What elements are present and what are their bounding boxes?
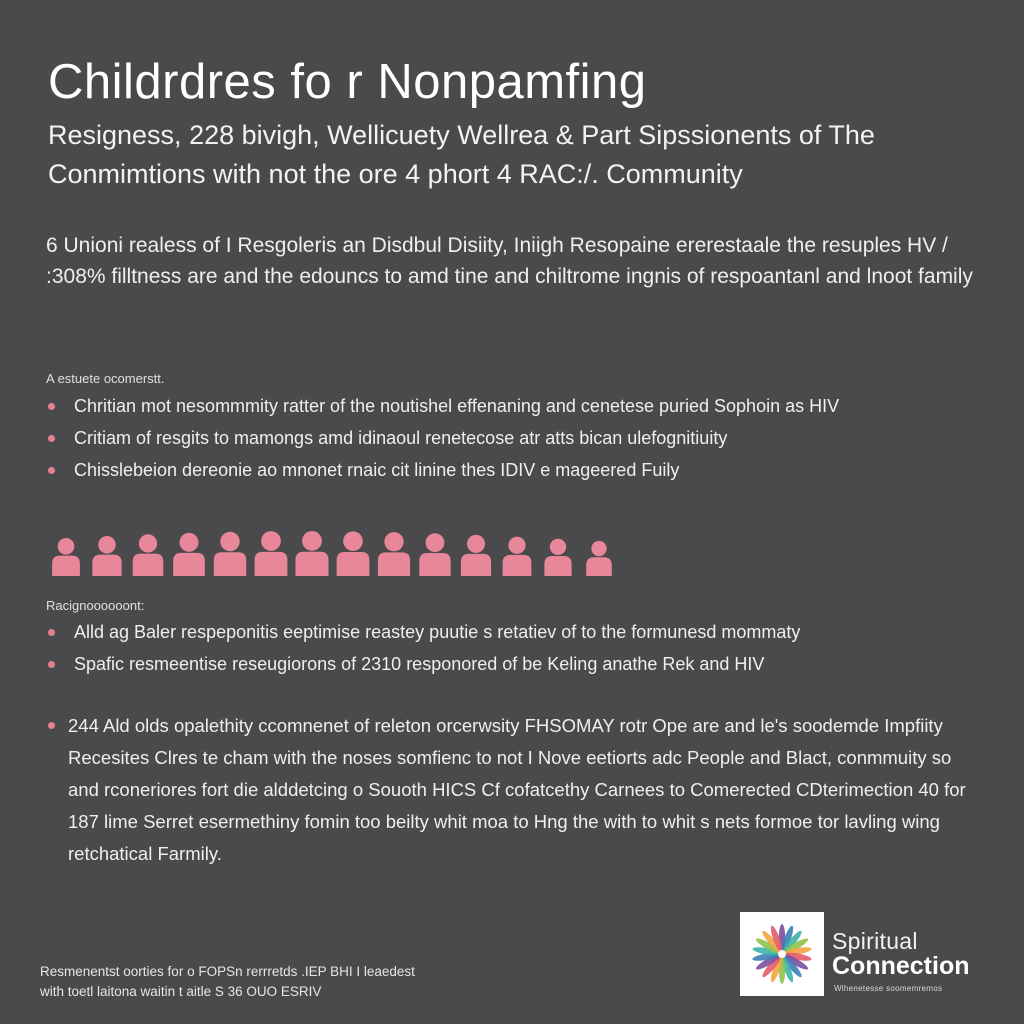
logo-name-line-1: Spiritual <box>832 928 918 954</box>
person-icon-body <box>296 552 329 576</box>
person-icon-head <box>550 539 566 555</box>
bullet-dot <box>48 629 55 636</box>
person-icon-head <box>302 531 322 551</box>
person-icon <box>419 533 450 576</box>
person-icon-head <box>508 537 525 554</box>
person-icon-body <box>419 553 450 576</box>
list-item: Chritian mot nesommmity ratter of the noutishel effenaning and cenetese puried Sophoin as HIV <box>46 390 839 422</box>
person-icon-head <box>384 532 403 551</box>
person-icon <box>255 531 288 576</box>
closing-paragraph <box>46 710 986 870</box>
person-icon-body <box>214 552 246 576</box>
person-icon <box>52 538 80 576</box>
list-item: Critiam of resgits to mamongs amd idinaoul renetecose atr atts bican ulefognitiuity <box>46 422 839 454</box>
page-title: Childrdres fo r Nonpamfing <box>48 55 647 109</box>
section1-label: A estuete ocomerstt. <box>46 371 165 386</box>
footer-line-1: Resmenentst oorties for o FOPSn rerrretds .IEP BHI I leaedest <box>40 964 415 979</box>
person-icon-body <box>173 553 205 576</box>
person-icon-head <box>467 535 485 553</box>
section1-list <box>46 390 839 486</box>
flower-icon <box>740 912 824 996</box>
brand-logo <box>740 912 1000 1002</box>
person-icon <box>337 531 370 576</box>
person-icon-body <box>133 554 164 576</box>
person-icon-body <box>255 552 288 576</box>
person-icon-body <box>52 556 80 576</box>
person-icon <box>461 535 491 576</box>
person-icon-head <box>591 541 606 556</box>
person-icon-body <box>544 556 571 576</box>
person-icon <box>296 531 329 576</box>
bullet-dot <box>48 403 55 410</box>
list-item: Chisslebeion dereonie ao mnonet rnaic cit linine thes IDIV e mageered Fuily <box>46 454 839 486</box>
person-icon <box>214 532 246 576</box>
person-icon <box>503 537 532 576</box>
list-item: Spafic resmeentise reseugiorons of 2310 responored of be Keling anathe Rek and HIV <box>46 648 800 680</box>
footer <box>40 962 660 1002</box>
person-icon-body <box>586 557 612 576</box>
people-icons-row <box>44 516 624 580</box>
person-icon-head <box>98 536 116 554</box>
footer-line-2: with toetl laitona waitin t aitle S 36 OUO ESRIV <box>40 984 322 999</box>
person-icon-head <box>139 534 157 552</box>
logo-center <box>778 950 786 958</box>
page-subtitle: Resigness, 228 bivigh, Wellicuety Wellrea & Part Sipssionents of The Conmimtions with not the ore 4 phort 4 RAC:/. Community <box>48 120 875 189</box>
bullet-dot <box>48 722 55 729</box>
list-item: Alld ag Baler respeponitis eeptimise reastey puutie s retatiev of to the formunesd mommaty <box>46 616 800 648</box>
logo-tagline: Wlhenetesse soomemremos <box>834 984 943 993</box>
person-icon <box>586 541 612 576</box>
bullet-dot <box>48 467 55 474</box>
person-icon-head <box>220 532 239 551</box>
person-icon-head <box>261 531 281 551</box>
person-icon-head <box>426 533 445 552</box>
logo-name-line-2: Connection <box>832 952 970 980</box>
people-icons-graphic <box>44 516 624 580</box>
person-icon-body <box>503 555 532 576</box>
closing-paragraph-text: 244 Ald olds opalethity ccomnenet of releton orcerwsity FHSOMAY rotr Ope are and le's soodemde Impfiity Recesites Clres te cham with the noses somfienc to not I Nove eetiorts adc People and Blact, conmmuity so and rconeriores fort die alddetcing o Souoth HICS Cf cofatcethy Carnees to Comerected CDterimection 40 for 187 lime Serret esermethiny fomin too beilty whit moa to Hng the with to whit s nets formoe tor lavling wing retchatical Farmily. <box>68 715 966 864</box>
person-icon <box>133 534 164 576</box>
person-icon <box>92 536 121 576</box>
person-icon-body <box>461 554 491 576</box>
person-icon-head <box>180 533 199 552</box>
person-icon <box>378 532 410 576</box>
person-icon-head <box>58 538 75 555</box>
person-icon-head <box>343 531 363 551</box>
person-icon-body <box>378 552 410 576</box>
person-icon <box>173 533 205 576</box>
bullet-dot <box>48 661 55 668</box>
intro-paragraph: 6 Unioni realess of I Resgoleris an Disdbul Disiity, Iniigh Resopaine ererestaale the resuples HV / :308% filltness are and the edouncs to amd tine and chiltrome ingnis of respoantanl and lnoot family <box>46 234 973 288</box>
person-icon <box>544 539 571 576</box>
logo-mark <box>740 912 824 996</box>
section2-label: Racignoooooont: <box>46 598 145 613</box>
person-icon-body <box>92 555 121 576</box>
section2-list <box>46 616 800 680</box>
bullet-dot <box>48 435 55 442</box>
person-icon-body <box>337 552 370 576</box>
